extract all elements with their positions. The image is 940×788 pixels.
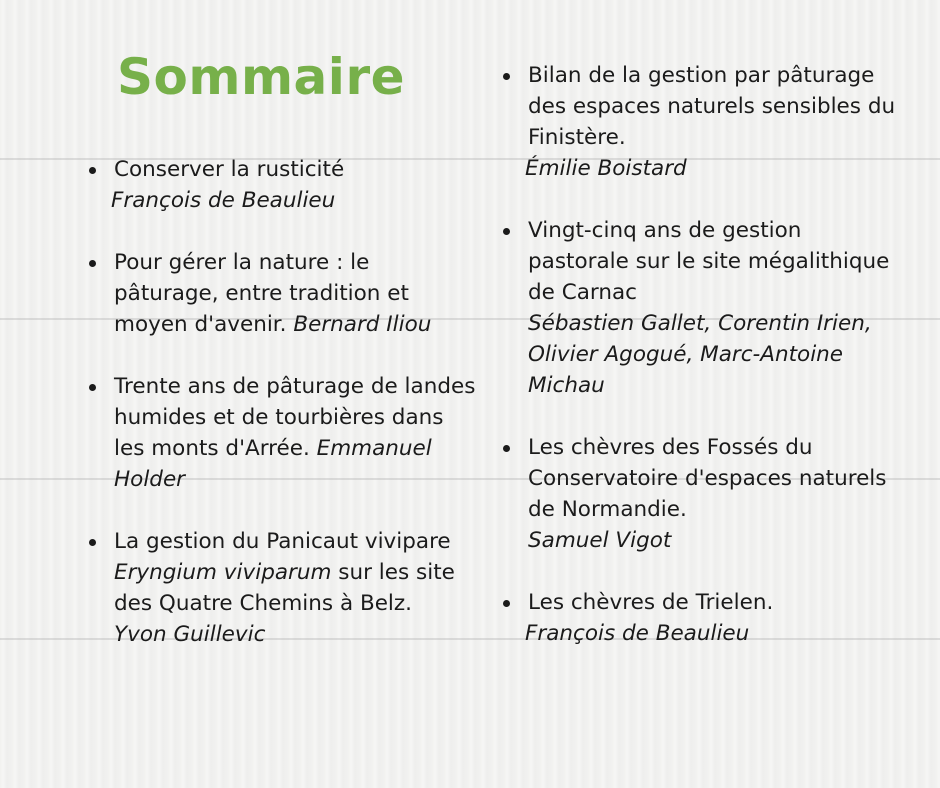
bullet-icon — [89, 167, 96, 174]
summary-item — [86, 526, 476, 650]
article-author: Emmanuel Holder — [114, 436, 432, 492]
page-title: Sommaire — [117, 48, 406, 106]
article-title: Pour gérer la nature : le pâturage, entre tradition et moyen d'avenir. — [114, 250, 409, 337]
article-author: Émilie Boistard — [525, 156, 687, 181]
bullet-icon — [503, 600, 510, 607]
summary-item — [500, 432, 900, 556]
bullet-icon — [89, 539, 96, 546]
article-title-continued: sur les site des Quatre Chemins à Belz. — [114, 560, 455, 616]
bullet-icon — [89, 260, 96, 267]
summary-item — [500, 215, 900, 401]
bullet-icon — [89, 384, 96, 391]
article-author: Samuel Vigot — [528, 528, 672, 553]
summary-item — [86, 371, 476, 495]
article-title: Conserver la rusticité — [114, 157, 345, 182]
summary-left-column — [86, 154, 476, 650]
bullet-icon — [503, 73, 510, 80]
species-name: Eryngium viviparum — [114, 560, 332, 585]
article-author: Yvon Guillevic — [114, 622, 266, 647]
bullet-icon — [503, 445, 510, 452]
summary-right-column — [500, 60, 900, 649]
bullet-icon — [503, 228, 510, 235]
article-author: Bernard Iliou — [293, 312, 432, 337]
article-title: Vingt-cinq ans de gestion pastorale sur le site mégalithique de Carnac — [528, 218, 890, 305]
summary-item — [86, 154, 476, 216]
article-title: Bilan de la gestion par pâturage des espaces naturels sensibles du Finistère. — [528, 63, 896, 150]
article-title: Trente ans de pâturage de landes humides et de tourbières dans les monts d'Arrée. — [114, 374, 476, 461]
article-author: Sébastien Gallet, Corentin Irien, Olivier Agogué, Marc-Antoine Michau — [528, 311, 872, 398]
article-author: François de Beaulieu — [525, 621, 750, 646]
article-title: Les chèvres de Trielen. — [528, 590, 774, 615]
summary-item — [500, 60, 900, 184]
article-title: Les chèvres des Fossés du Conservatoire d'espaces naturels de Normandie. — [528, 435, 887, 522]
article-title: La gestion du Panicaut vivipare — [114, 529, 451, 554]
article-author: François de Beaulieu — [111, 188, 336, 213]
summary-item — [500, 587, 900, 649]
summary-item — [86, 247, 476, 340]
